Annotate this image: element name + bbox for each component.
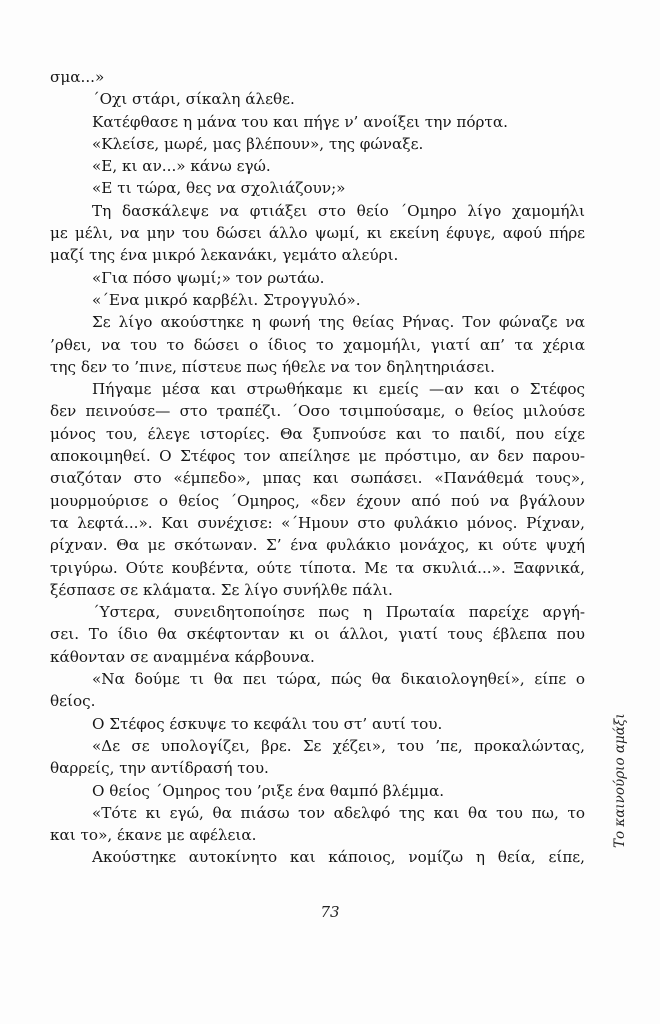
text-line: της δεν το ’πινε, πίστευε πως ήθελε να τον δηλητηριάσει. <box>50 357 495 376</box>
text-line: δεν πεινούσε— στο τραπέζι. ΄Οσο τσιμπούσαμε, ο θείος μιλούσε <box>50 402 585 421</box>
text-line: μαζί της ένα μικρό λεκανάκι, γεμάτο αλεύρι. <box>50 246 399 265</box>
page-number: 73 <box>320 903 340 921</box>
text-line: «Δε σε υπολογίζει, βρε. Σε χέζει», του ’πε, προκαλώντας, <box>92 736 585 755</box>
text-line: ξέσπασε σε κλάματα. Σε λίγο συνήλθε πάλι. <box>50 580 393 599</box>
body-text <box>50 66 585 869</box>
text-line: Κατέφθασε η μάνα του και πήγε ν’ ανοίξει την πόρτα. <box>92 112 508 131</box>
text-line: «Ε, κι αν...» κάνω εγώ. <box>92 157 271 176</box>
text-line: θείος. <box>50 692 96 711</box>
text-line: «Τότε κι εγώ, θα πιάσω τον αδελφό της και θα του πω, το <box>92 803 585 822</box>
text-line: σμα...» <box>50 68 105 86</box>
text-line: Τη δασκάλεψε να φτιάξει στο θείο ΄Ομηρο λίγο χαμομήλι <box>92 201 585 220</box>
text-line: «΄Ενα μικρό καρβέλι. Στρογγυλό». <box>92 290 361 309</box>
text-line: «Να δούμε τι θα πει τώρα, πώς θα δικαιολογηθεί», είπε ο <box>92 670 585 689</box>
text-line: σει. Το ίδιο θα σκέφτονταν κι οι άλλοι, γιατί τους έβλεπα που <box>50 625 585 644</box>
running-head: Το καινούριο αμάξι <box>612 713 628 848</box>
text-line: Πήγαμε μέσα και στρωθήκαμε κι εμείς —αν και ο Στέφος <box>92 380 585 399</box>
text-line: «Ε τι τώρα, θες να σχολιάζουν;» <box>92 179 346 198</box>
text-line: Ο Στέφος έσκυψε το κεφάλι του στ’ αυτί του. <box>92 714 443 733</box>
text-line: ΄Υστερα, συνειδητοποίησε πως η Πρωταία παρείχε αργή- <box>92 603 585 622</box>
text-line: μουρμούρισε ο θείος ΄Ομηρος, «δεν έχουν από πού να βγάλουν <box>50 491 585 510</box>
text-line: τα λεφτά...». Και συνέχισε: «΄Ημουν στο φυλάκιο μόνος. Ρίχναν, <box>50 513 585 532</box>
text-line: και το», έκανε με αφέλεια. <box>50 826 257 845</box>
text-line: Ακούστηκε αυτοκίνητο και κάποιος, νομίζω η θεία, είπε, <box>92 848 585 867</box>
text-line: μόνος του, έλεγε ιστορίες. Θα ξυπνούσε και το παιδί, που είχε <box>50 424 585 443</box>
text-line: τριγύρω. Ούτε κουβέντα, ούτε τίποτα. Με τα σκυλιά...». Ξαφνικά, <box>50 558 585 577</box>
text-line: «Κλείσε, μωρέ, μας βλέπουν», της φώναξε. <box>92 134 424 153</box>
text-line: «Για πόσο ψωμί;» τον ρωτάω. <box>92 268 325 287</box>
text-line: ΄Οχι στάρι, σίκαλη άλεθε. <box>92 90 295 109</box>
text-line: σιαζόταν στο «έμπεδο», μπας και σωπάσει. «Πανάθεμά τους», <box>50 469 585 488</box>
text-line: αποκοιμηθεί. Ο Στέφος τον απείλησε με πρόστιμο, αν δεν παρου- <box>50 447 585 466</box>
text-line: με μέλι, να μην του δώσει άλλο ψωμί, κι εκείνη έφυγε, αφού πήρε <box>50 224 585 243</box>
text-line: κάθονταν σε αναμμένα κάρβουνα. <box>50 647 315 666</box>
text-line: θαρρείς, την αντίδρασή του. <box>50 759 269 778</box>
text-line: Σε λίγο ακούστηκε η φωνή της θείας Ρήνας. Τον φώναζε να <box>92 313 585 332</box>
text-line: ρίχναν. Θα με σκότωναν. Σ’ ένα φυλάκιο μονάχος, κι ούτε ψυχή <box>50 536 585 555</box>
text-line: ’ρθει, να του το δώσει ο ίδιος το χαμομήλι, γιατί απ’ τα χέρια <box>50 335 585 354</box>
text-line: Ο θείος ΄Ομηρος του ’ριξε ένα θαμπό βλέμμα. <box>92 781 445 800</box>
